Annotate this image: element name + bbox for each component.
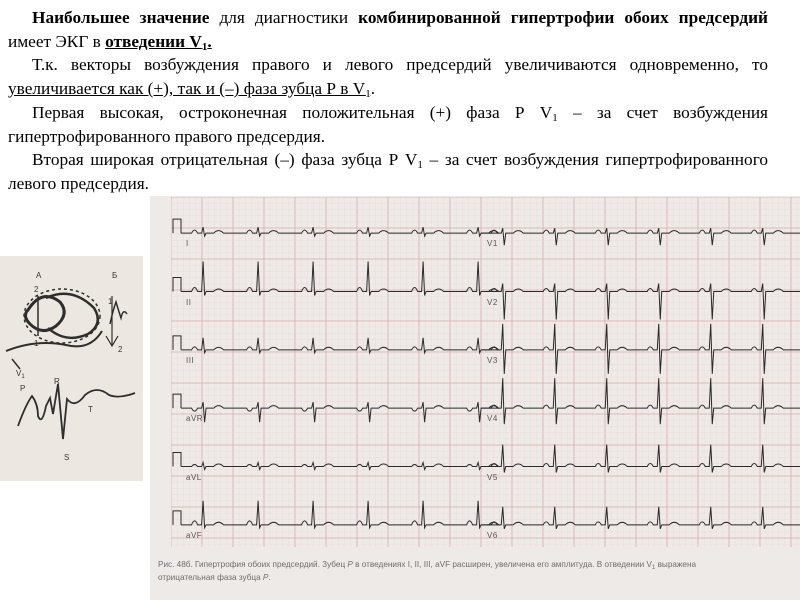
lead-label-V4: V4 (487, 414, 498, 424)
paragraph-3 (8, 101, 768, 148)
figure-caption (158, 558, 798, 584)
p3-text-1: Первая высокая, остроконечная положительная (+) фаза Р V (32, 102, 553, 122)
p2-underlined (8, 79, 371, 101)
p1-period: . (207, 31, 212, 51)
paragraph-4 (8, 148, 768, 195)
p4-subscript: 1 (417, 159, 423, 172)
caption-text-2: в отведениях I, II, III, aVF расширен, увеличена его амплитуда. В отведении V (352, 560, 652, 569)
diagram-drawing (0, 256, 143, 481)
caption-p-2: P (262, 573, 269, 582)
heart-vector-diagram (0, 256, 143, 481)
label-v1-letter: V (16, 369, 22, 378)
label-v1-sub: 1 (21, 374, 25, 380)
p4-text-1: Вторая широкая отрицательная (–) фаза зубца Р V (32, 150, 418, 170)
caption-text-1: Рис. 48б. Гипертрофия обоих предсердий. Зубец (158, 560, 348, 569)
lead-label-V6: V6 (487, 530, 498, 540)
label-wave-t: T (88, 405, 93, 414)
bold-phrase-2: комбинированной гипертрофии обоих предсердий (358, 8, 768, 27)
caption-p-1: P (347, 560, 353, 569)
ecg-complex-sketch (18, 384, 135, 439)
lead-label-aVF: aVF (186, 530, 203, 540)
p1-text-1: для диагностики (209, 8, 359, 27)
paragraph-2 (8, 53, 768, 100)
ecg-tracing-figure (150, 196, 800, 600)
ecg-grid (171, 197, 800, 547)
label-a: А (36, 271, 42, 280)
p2-text-1: Т.к. векторы возбуждения правого и левого предсердий увеличиваются одновременно, то (32, 55, 768, 75)
caption-subscript: 1 (651, 565, 656, 571)
lead-label-I: I (186, 239, 189, 249)
right-atrium-shape (25, 297, 64, 331)
lead-label-V2: V2 (487, 297, 498, 307)
left-atrium-shape (46, 294, 98, 338)
v1-pointer (12, 359, 20, 369)
lead-label-V5: V5 (487, 472, 498, 482)
caption-text-4: отрицательная фаза зубца (158, 573, 263, 582)
lead-label-V3: V3 (487, 355, 498, 365)
p2-period: . (370, 79, 376, 99)
caption-text-5: . (268, 573, 271, 582)
label-b: Б (112, 271, 118, 280)
paragraph-1 (8, 6, 768, 53)
lead-label-V1: V1 (487, 239, 498, 249)
label-1: 1 (34, 339, 39, 348)
label-v1 (16, 369, 25, 380)
label-wave-s: S (64, 453, 70, 462)
bold-phrase-1: Наибольшее значение (32, 8, 210, 27)
label-wave-r: R (54, 377, 60, 386)
p2-subscript: 1 (365, 88, 371, 101)
p3-text-2: – за счет возбуждения гипертрофированного правого предсердия. (8, 102, 769, 146)
lead-label-II: II (186, 297, 192, 307)
label-wave-p: P (20, 384, 26, 393)
lead-label-III: III (186, 355, 195, 365)
p4-text-2: – за счет возбуждения гипертрофированного левого предсердия. (8, 150, 768, 193)
lead-text: отведении V (105, 31, 202, 51)
slide-text (8, 6, 768, 196)
label-b2: 2 (118, 345, 123, 354)
p1-text-2: имеет ЭКГ в (8, 31, 106, 51)
lead-v1-emphasis (105, 32, 212, 51)
lead-subscript: 1 (201, 40, 208, 53)
label-b1: 1 (108, 297, 113, 306)
label-2: 2 (34, 285, 39, 294)
lead-label-aVL: aVL (186, 472, 202, 482)
lead-label-aVR: aVR (186, 414, 204, 424)
caption-text-3: выражена (655, 560, 697, 569)
p2-underlined-text: увеличивается как (+), так и (–) фаза зубца Р в V (8, 79, 366, 99)
p3-subscript: 1 (552, 111, 558, 124)
